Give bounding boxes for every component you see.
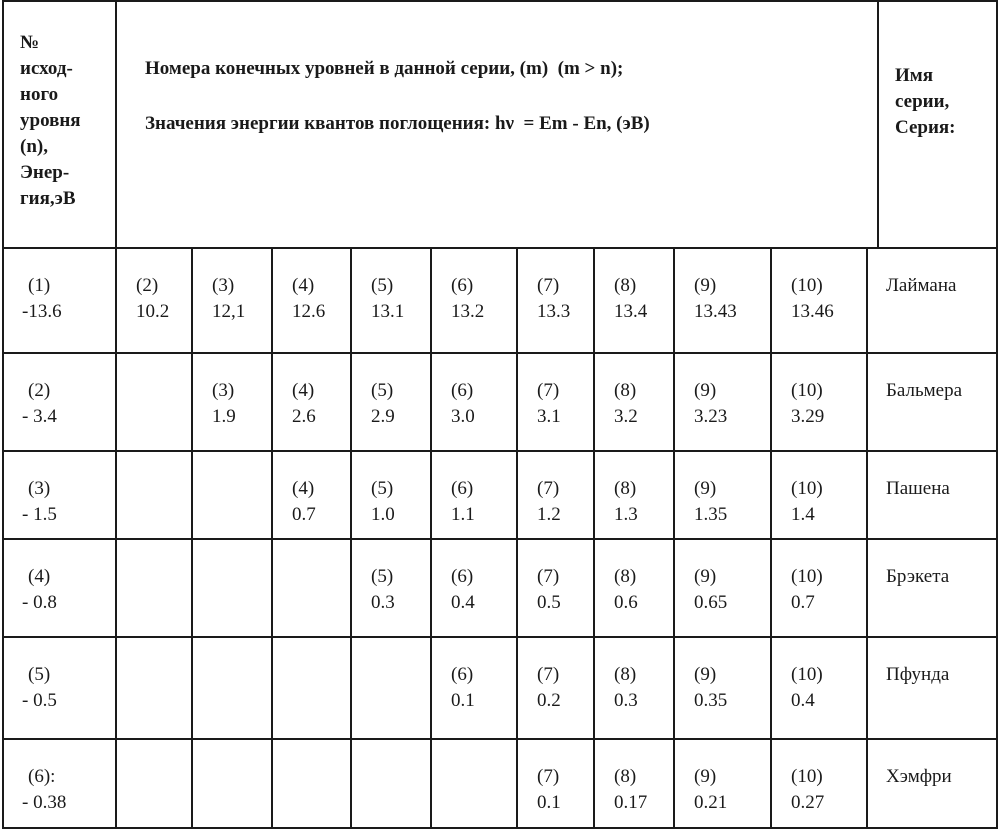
final-level: (10) <box>791 275 823 296</box>
table-border-left <box>2 0 4 829</box>
quantum-energy: 3.0 <box>451 406 475 427</box>
quantum-energy: 1.3 <box>614 504 638 525</box>
final-level: (9) <box>694 380 717 401</box>
col-rule <box>191 247 193 827</box>
quantum-energy: 12,1 <box>212 301 246 322</box>
final-level: (5) <box>371 478 394 499</box>
header-level-label: Энер- <box>20 162 70 183</box>
quantum-energy: 0.6 <box>614 592 638 613</box>
quantum-energy: 0.27 <box>791 792 825 813</box>
quantum-energy: 0.1 <box>451 690 475 711</box>
quantum-energy: 0.17 <box>614 792 648 813</box>
header-level-label: ного <box>20 84 59 105</box>
quantum-energy: 0.21 <box>694 792 728 813</box>
header-series-label: Серия: <box>895 117 956 138</box>
final-level: (4) <box>292 478 315 499</box>
quantum-energy: 0.7 <box>791 592 815 613</box>
series-name: Пашена <box>886 478 950 499</box>
final-level: (8) <box>614 766 637 787</box>
col-rule <box>115 247 117 827</box>
quantum-energy: 13.1 <box>371 301 405 322</box>
quantum-energy: 2.9 <box>371 406 395 427</box>
header-level-label: уровня <box>20 110 81 131</box>
col-rule <box>866 247 868 827</box>
final-level: (3) <box>212 380 235 401</box>
final-level: (7) <box>537 566 560 587</box>
quantum-energy: 12.6 <box>292 301 326 322</box>
final-level: (8) <box>614 566 637 587</box>
level-energy: - 1.5 <box>22 504 57 525</box>
col-rule <box>430 247 432 827</box>
header-quantum-energy: Значения энергии квантов поглощения: hν = Em - En, (эВ) <box>145 113 650 134</box>
header-level-label: № <box>20 32 40 53</box>
level-energy: -13.6 <box>22 301 62 322</box>
final-level: (8) <box>614 275 637 296</box>
quantum-energy: 13.43 <box>694 301 737 322</box>
final-level: (10) <box>791 566 823 587</box>
final-level: (7) <box>537 766 560 787</box>
series-name: Пфунда <box>886 664 950 685</box>
header-series-label: серии, <box>895 91 950 112</box>
quantum-energy: 0.3 <box>614 690 638 711</box>
quantum-energy: 13.46 <box>791 301 834 322</box>
header-level-label: гия,эВ <box>20 188 76 209</box>
row-rule <box>2 247 998 249</box>
quantum-energy: 13.4 <box>614 301 648 322</box>
row-rule <box>2 738 998 740</box>
table-border-top <box>2 0 998 2</box>
quantum-energy: 0.2 <box>537 690 561 711</box>
quantum-energy: 0.4 <box>451 592 475 613</box>
final-level: (5) <box>371 566 394 587</box>
final-level: (5) <box>371 380 394 401</box>
quantum-energy: 3.2 <box>614 406 638 427</box>
row-rule <box>2 352 998 354</box>
final-level: (9) <box>694 766 717 787</box>
final-level: (10) <box>791 664 823 685</box>
final-level: (9) <box>694 275 717 296</box>
final-level: (8) <box>614 664 637 685</box>
quantum-energy: 0.4 <box>791 690 815 711</box>
quantum-energy: 13.3 <box>537 301 571 322</box>
quantum-energy: 0.65 <box>694 592 728 613</box>
col-rule <box>516 247 518 827</box>
quantum-energy: 13.2 <box>451 301 485 322</box>
header-col-rule <box>877 0 879 247</box>
header-level-label: исход- <box>20 58 73 79</box>
header-final-levels: Номера конечных уровней в данной серии, (m) (m > n); <box>145 58 624 79</box>
final-level: (7) <box>537 275 560 296</box>
quantum-energy: 0.7 <box>292 504 316 525</box>
final-level: (10) <box>791 478 823 499</box>
final-level: (8) <box>614 380 637 401</box>
level-number: (2) <box>28 380 51 401</box>
quantum-energy: 1.35 <box>694 504 728 525</box>
final-level: (8) <box>614 478 637 499</box>
final-level: (9) <box>694 566 717 587</box>
quantum-energy: 1.1 <box>451 504 475 525</box>
final-level: (6) <box>451 478 474 499</box>
final-level: (6) <box>451 566 474 587</box>
level-energy: - 0.5 <box>22 690 57 711</box>
col-rule <box>271 247 273 827</box>
series-name: Бальмера <box>886 380 963 401</box>
final-level: (10) <box>791 766 823 787</box>
header-level-label: (n), <box>20 136 48 157</box>
level-number: (3) <box>28 478 51 499</box>
final-level: (5) <box>371 275 394 296</box>
level-energy: - 0.38 <box>22 792 67 813</box>
quantum-energy: 0.3 <box>371 592 395 613</box>
final-level: (7) <box>537 478 560 499</box>
final-level: (6) <box>451 380 474 401</box>
final-level: (3) <box>212 275 235 296</box>
quantum-energy: 1.2 <box>537 504 561 525</box>
final-level: (7) <box>537 664 560 685</box>
row-rule <box>2 538 998 540</box>
series-name: Хэмфри <box>886 766 952 787</box>
final-level: (9) <box>694 478 717 499</box>
final-level: (9) <box>694 664 717 685</box>
final-level: (7) <box>537 380 560 401</box>
level-number: (5) <box>28 664 51 685</box>
col-rule <box>593 247 595 827</box>
level-energy: - 0.8 <box>22 592 57 613</box>
final-level: (10) <box>791 380 823 401</box>
quantum-energy: 0.35 <box>694 690 728 711</box>
quantum-energy: 2.6 <box>292 406 316 427</box>
quantum-energy: 1.0 <box>371 504 395 525</box>
quantum-energy: 0.5 <box>537 592 561 613</box>
series-name: Брэкета <box>886 566 950 587</box>
quantum-energy: 3.29 <box>791 406 825 427</box>
col-rule <box>673 247 675 827</box>
quantum-energy: 1.4 <box>791 504 815 525</box>
col-rule <box>350 247 352 827</box>
quantum-energy: 3.1 <box>537 406 561 427</box>
level-energy: - 3.4 <box>22 406 57 427</box>
final-level: (2) <box>136 275 159 296</box>
row-rule <box>2 636 998 638</box>
row-rule <box>2 450 998 452</box>
quantum-energy: 3.23 <box>694 406 728 427</box>
final-level: (6) <box>451 275 474 296</box>
header-series-label: Имя <box>895 65 933 86</box>
final-level: (4) <box>292 380 315 401</box>
series-name: Лаймана <box>886 275 957 296</box>
level-number: (4) <box>28 566 51 587</box>
table-border-right <box>996 0 998 829</box>
final-level: (4) <box>292 275 315 296</box>
final-level: (6) <box>451 664 474 685</box>
header-col-rule <box>115 0 117 247</box>
col-rule <box>770 247 772 827</box>
quantum-energy: 0.1 <box>537 792 561 813</box>
quantum-energy: 10.2 <box>136 301 170 322</box>
quantum-energy: 1.9 <box>212 406 236 427</box>
level-number: (6): <box>28 766 56 787</box>
level-number: (1) <box>28 275 51 296</box>
